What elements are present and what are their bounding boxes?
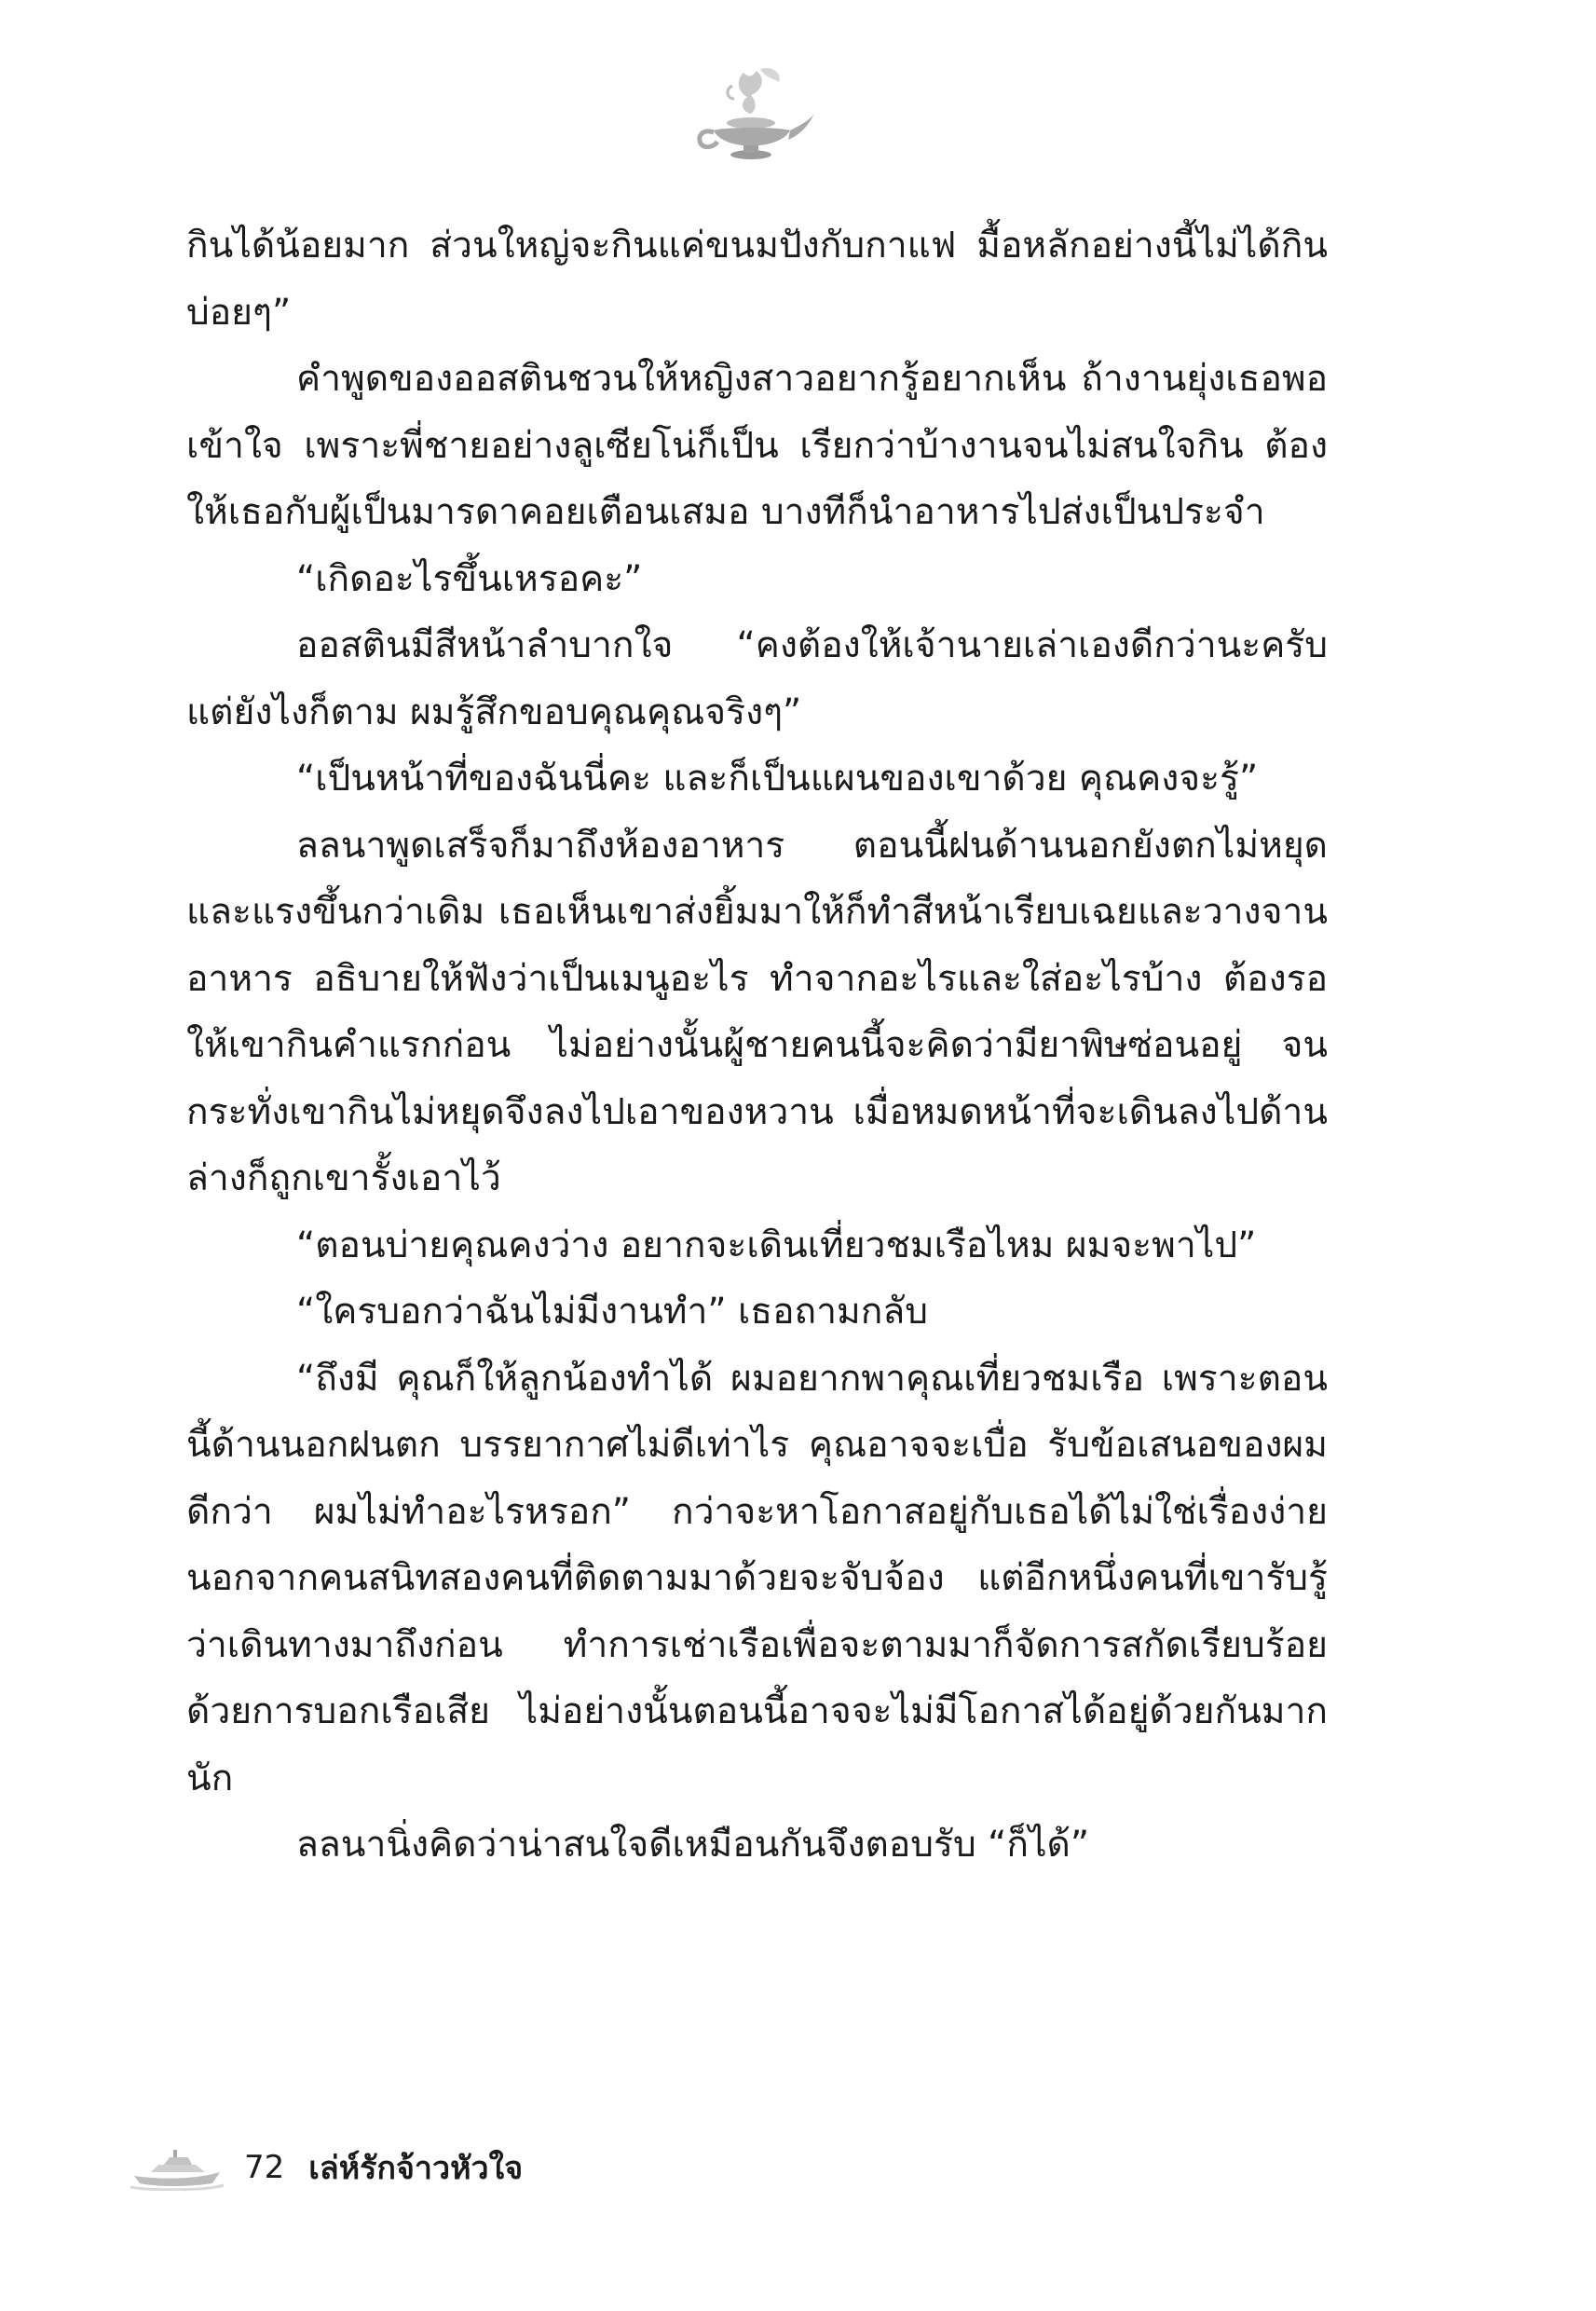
- paragraph: “ถึงมี คุณก็ให้ลูกน้องทำได้ ผมอยากพาคุณเที่ยวชมเรือ เพราะตอนนี้ด้านนอกฝนตก บรรยากาศไม่ดีเท่าไร คุณอาจจะเบื่อ รับข้อเสนอของผมดีกว่า ผมไม่ทำอะไรหรอก” กว่าจะหาโอกาสอยู่กับเธอได้ไม่ใช่เรื่องง่าย นอกจากคนสนิทสองคนที่ติดตามมาด้วยจะจับจ้อง แต่อีกหนึ่งคนที่เขารับรู้ว่าเดินทางมาถึงก่อน ทำการเช่าเรือเพื่อจะตามมาก็จัดการสกัดเรียบร้อยด้วยการบอกเรือเสีย ไม่อย่างนั้นตอนนี้อาจจะไม่มีโอกาสได้อยู่ด้วยกันมากนัก: [186, 1357, 1328, 1799]
- paragraph: ลลนานิ่งคิดว่าน่าสนใจดีเหมือนกันจึงตอบรับ “ก็ได้”: [296, 1824, 1090, 1866]
- genie-lamp-icon: [686, 65, 816, 168]
- book-title: เล่ห์รักจ้าวหัวใจ: [308, 2150, 524, 2187]
- paragraph: “เกิดอะไรขึ้นเหรอคะ”: [296, 557, 643, 600]
- body-text: [186, 212, 1328, 1879]
- page-number: 72: [244, 2149, 285, 2186]
- paragraph: ลลนาพูดเสร็จก็มาถึงห้องอาหาร ตอนนี้ฝนด้านนอกยังตกไม่หยุดและแรงขึ้นกว่าเดิม เธอเห็นเขาส่งยิ้มมาให้ก็ทำสีหน้าเรียบเฉยและวางจานอาหาร อธิบายให้ฟังว่าเป็นเมนูอะไร ทำจากอะไรและใส่อะไรบ้าง ต้องรอให้เขากินคำแรกก่อน ไม่อย่างนั้นผู้ชายคนนี้จะคิดว่ามียาพิษซ่อนอยู่ จนกระทั่งเขากินไม่หยุดจึงลงไปเอาของหวาน เมื่อหมดหน้าที่จะเดินลงไปด้านล่างก็ถูกเขารั้งเอาไว้: [186, 824, 1328, 1199]
- paragraph: กินได้น้อยมาก ส่วนใหญ่จะกินแค่ขนมปังกับกาแฟ มื้อหลักอย่างนี้ไม่ได้กินบ่อยๆ”: [186, 225, 1328, 334]
- paragraph: “เป็นหน้าที่ของฉันนี่คะ และก็เป็นแผนของเขาด้วย คุณคงจะรู้”: [296, 758, 1259, 800]
- paragraph: ออสตินมีสีหน้าลำบากใจ “คงต้องให้เจ้านายเล่าเองดีกว่านะครับ แต่ยังไงก็ตาม ผมรู้สึกขอบคุณคุณจริงๆ”: [186, 624, 1328, 733]
- yacht-icon: [130, 2144, 224, 2191]
- paragraph: “ตอนบ่ายคุณคงว่าง อยากจะเดินเที่ยวชมเรือไหม ผมจะพาไป”: [296, 1224, 1257, 1266]
- paragraph: คำพูดของออสตินชวนให้หญิงสาวอยากรู้อยากเห็น ถ้างานยุ่งเธอพอเข้าใจ เพราะพี่ชายอย่างลูเซียโน่ก็เป็น เรียกว่าบ้างานจนไม่สนใจกิน ต้องให้เธอกับผู้เป็นมารดาคอยเตือนเสมอ บางทีก็นำอาหารไปส่งเป็นประจำ: [186, 358, 1328, 533]
- paragraph: “ใครบอกว่าฉันไม่มีงานทำ” เธอถามกลับ: [296, 1291, 928, 1333]
- page-footer: [130, 2140, 523, 2195]
